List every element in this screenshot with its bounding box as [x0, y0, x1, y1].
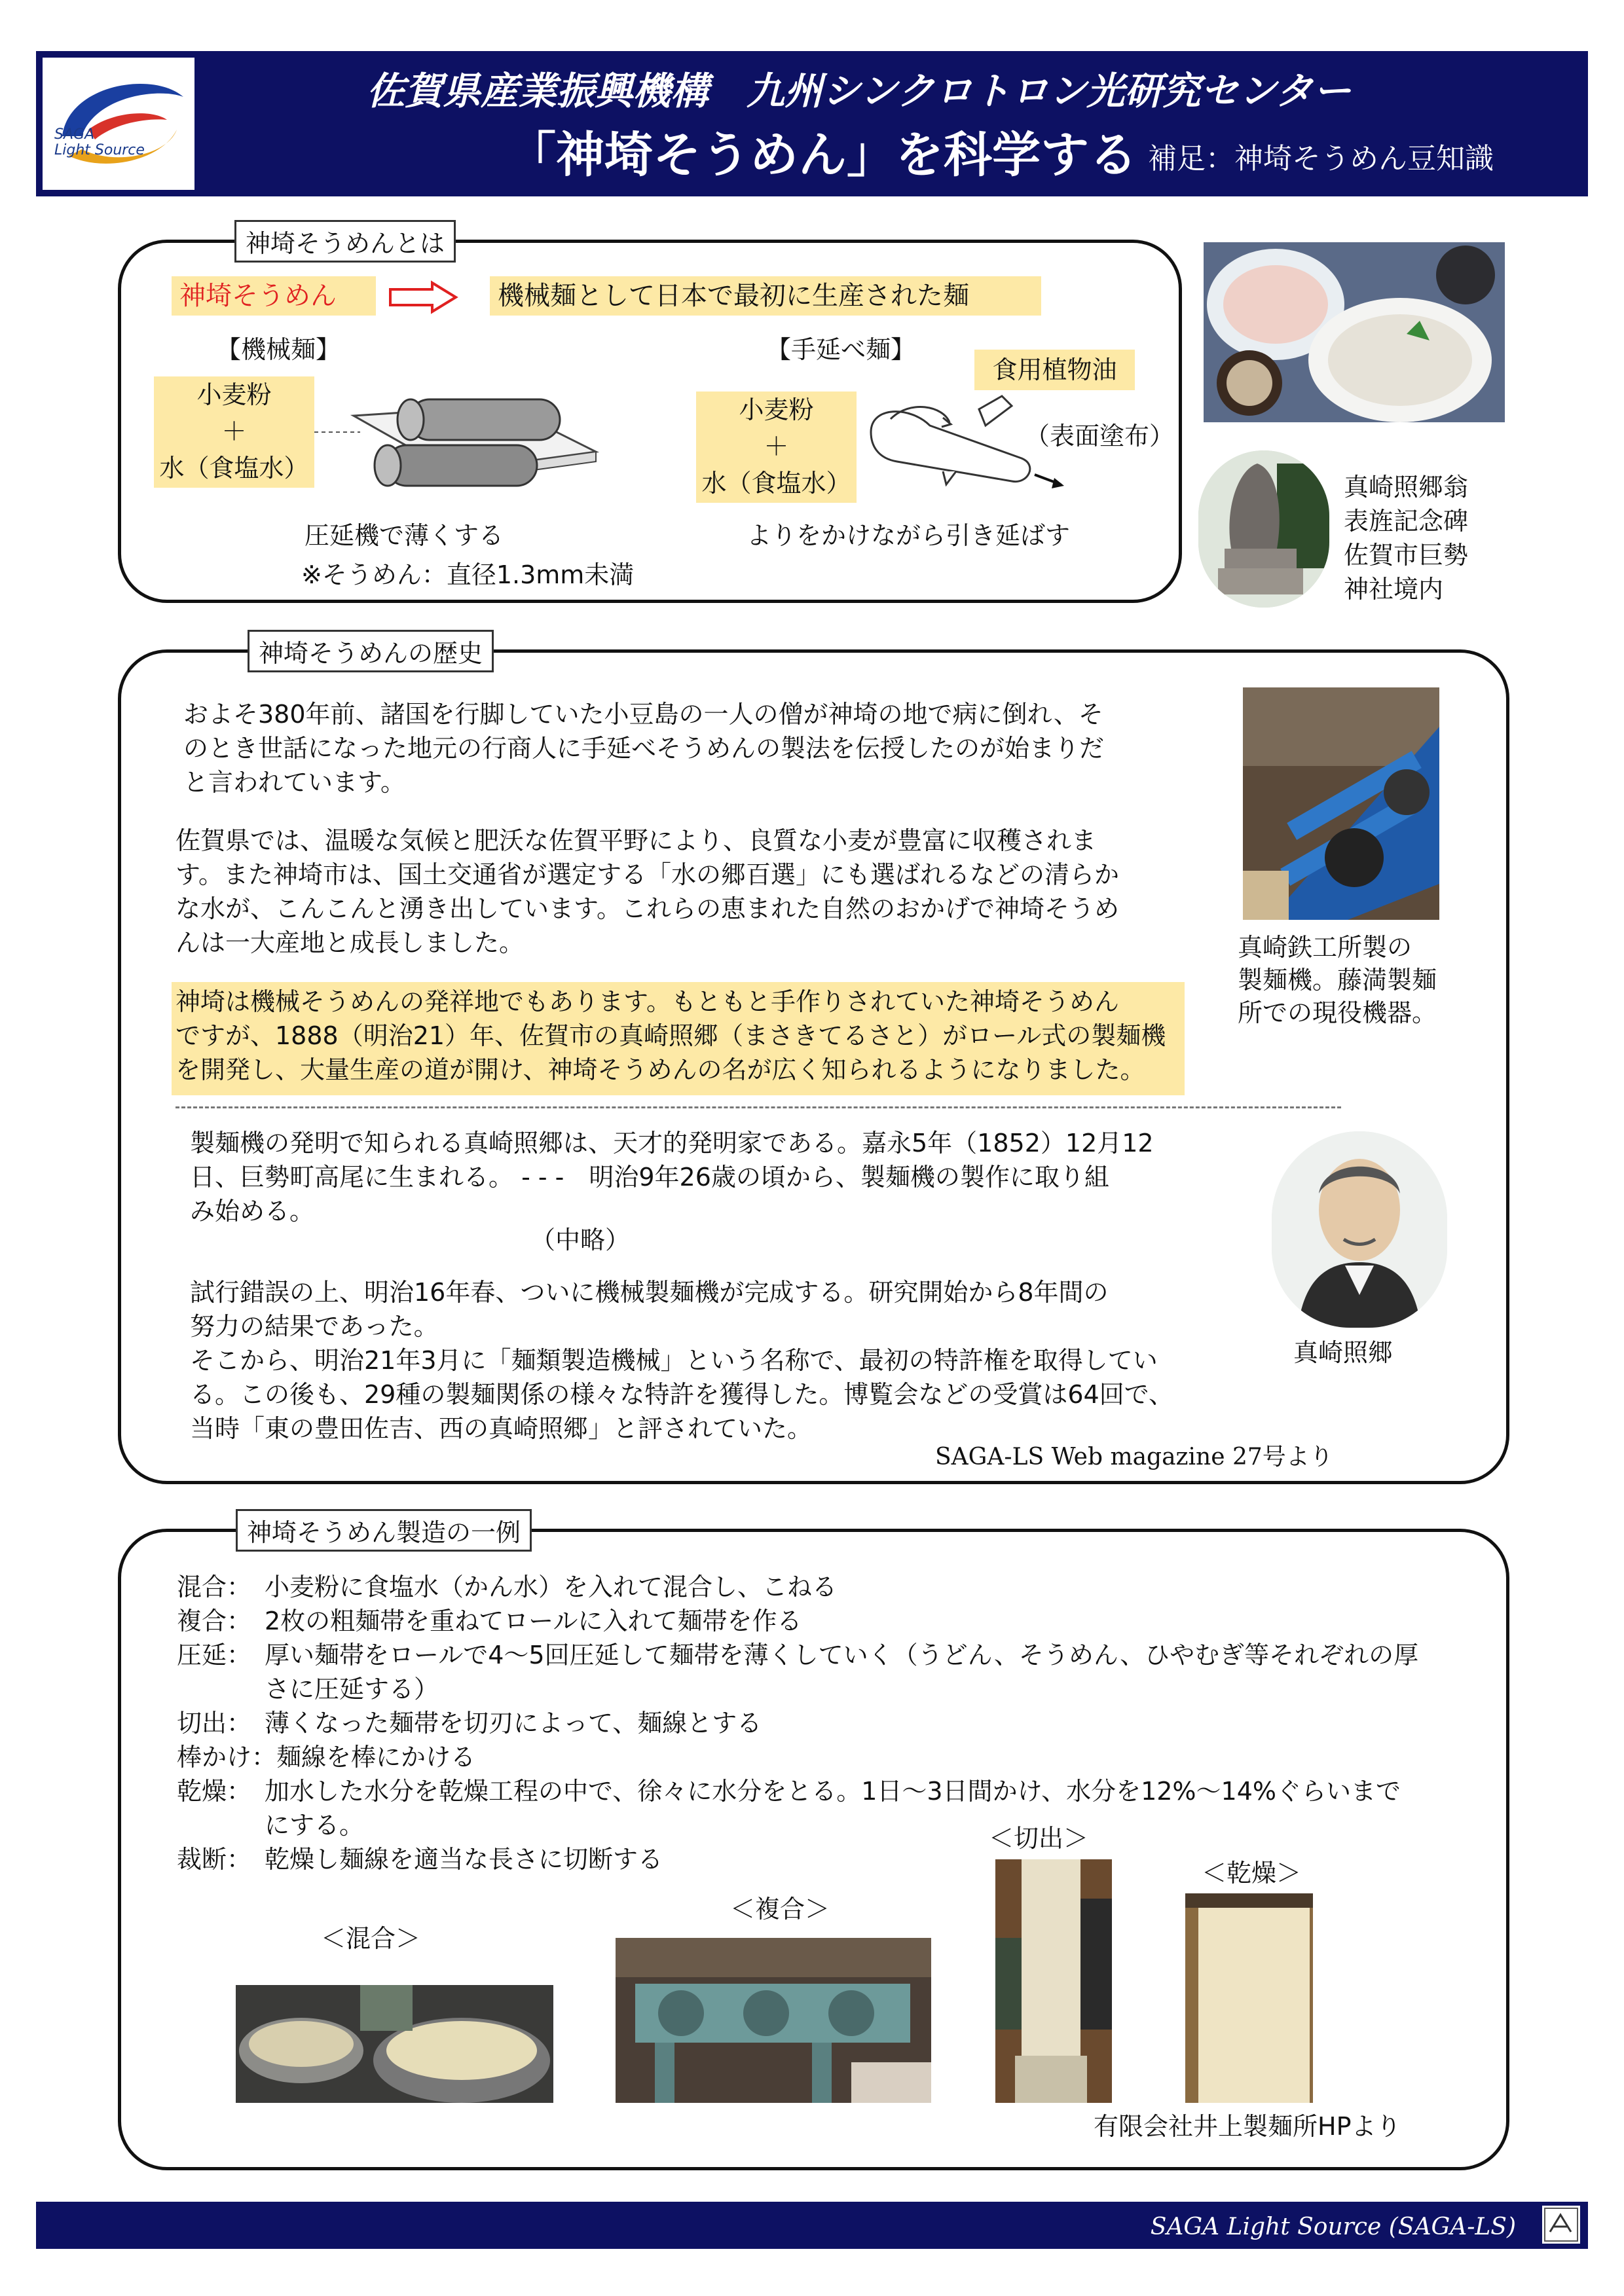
step-text-cut: 薄くなった麺帯を切刃によって、麺線とする	[265, 1709, 762, 1738]
step-text-hang: 麺線を棒にかける	[276, 1743, 476, 1772]
step-text-mix: 小麦粉に食塩水（かん水）を入れて混合し、こねる	[265, 1573, 838, 1601]
photo-label-combine: ＜複合＞	[730, 1895, 830, 1923]
mixing-photo	[236, 1985, 553, 2103]
history-p3-line: 神埼は機械そうめんの発祥地でもあります。もともと手作りされていた神埼そうめん	[175, 987, 1119, 1016]
quote-line: る。この後も、29種の製麺関係の様々な特許を獲得した。博覧会などの受賞は64回で、	[190, 1380, 1173, 1409]
photo-label-dry: ＜乾燥＞	[1202, 1859, 1302, 1887]
manufacturer-source: 有限会社井上製麺所HPより	[1094, 2112, 1401, 2141]
step-text-dry-cont: にする。	[265, 1811, 365, 1840]
step-label-roll: 圧延：	[177, 1641, 252, 1669]
step-text-roll: 厚い麺帯をロールで4～5回圧延して麺帯を薄くしていく（うどん、そうめん、ひやむぎ等それぞれの厚	[265, 1641, 1419, 1669]
process-step	[177, 1706, 1418, 1740]
surface-coating-note: （表面塗布）	[1025, 422, 1175, 450]
history-p2-line: な水が、こんこんと湧き出しています。これらの恵まれた自然のおかげで神埼そうめ	[175, 894, 1119, 923]
history-p1-line: のとき世話になった地元の行商人に手延べそうめんの製法を伝授したのが始まりだ	[183, 734, 1105, 763]
process-step	[177, 1570, 1418, 1604]
mixing-image	[236, 1985, 553, 2103]
footer-banner	[36, 2202, 1588, 2249]
roller-press-illustration	[308, 380, 655, 511]
step-label-combine: 複合：	[177, 1607, 252, 1635]
footer-text: SAGA Light Source (SAGA-LS)	[1150, 2214, 1516, 2240]
monument-image	[1198, 450, 1329, 608]
somen-tag: 神埼そうめん	[172, 276, 376, 316]
inventor-quote-1	[190, 1126, 1154, 1228]
noodle-machine-caption: 真崎鉄工所製の 製麺機。藤満製麺 所での現役機器。	[1238, 933, 1437, 1027]
process-steps-list	[177, 1570, 1418, 1876]
process-step	[177, 1604, 1418, 1638]
step-text-trim: 乾燥し麺線を適当な長さに切断する	[265, 1845, 663, 1874]
history-paragraph-1	[183, 697, 1104, 799]
quote-line: 当時「東の豊田佐吉、西の真崎照郷」と評されていた。	[190, 1414, 813, 1443]
section-divider	[175, 1106, 1341, 1108]
step-text-combine: 2枚の粗麺帯を重ねてロールに入れて麺帯を作る	[265, 1607, 802, 1635]
somen-tag-description: 機械麺として日本で最初に生産された麺	[490, 276, 1041, 316]
hand-caption: よりをかけながら引き延ばす	[747, 521, 1071, 550]
quote-line: 製麺機の発明で知られる真崎照郷は、天才的発明家である。嘉永5年（1852）12月12	[190, 1129, 1154, 1157]
history-p2-line: 佐賀県では、温暖な気候と肥沃な佐賀平野により、良質な小麦が豊富に収穫されま	[175, 826, 1097, 855]
drying-image	[1185, 1893, 1313, 2103]
section-about-legend: 神埼そうめんとは	[234, 220, 456, 263]
page-subtitle: 補足：神埼そうめん豆知識	[1148, 142, 1494, 175]
hand-noodle-label: 【手延べ麺】	[766, 335, 916, 364]
step-text-dry: 加水した水分を乾燥工程の中で、徐々に水分をとる。1日～3日間かけ、水分を12%～14%ぐらいまで	[265, 1777, 1401, 1806]
history-p3-line: を開発し、大量生産の道が開け、神埼そうめんの名が広く知られるようになりました。	[175, 1055, 1145, 1084]
section-process-legend: 神埼そうめん製造の一例	[236, 1509, 532, 1552]
sls-mark-icon	[1542, 2206, 1580, 2244]
machine-ingredients: 小麦粉 ＋ 水（食塩水）	[154, 376, 314, 488]
quote-line: 試行錯誤の上、明治16年春、ついに機械製麺機が完成する。研究開始から8年間の	[190, 1278, 1109, 1307]
machine-caption: 圧延機で薄くする	[304, 521, 504, 550]
footer-logo-icon	[1542, 2206, 1580, 2244]
omitted-marker: （中略）	[530, 1226, 631, 1254]
cutting-photo	[995, 1859, 1112, 2103]
header-banner	[36, 51, 1588, 196]
page-title: 「神埼そうめん」を科学する	[507, 127, 1137, 183]
combining-photo	[616, 1938, 931, 2103]
photo-label-mix: ＜混合＞	[321, 1924, 421, 1953]
machine-noodle-label: 【機械麺】	[216, 335, 341, 364]
hand-ingredients: 小麦粉 ＋ 水（食塩水）	[696, 392, 857, 503]
logo-text: SAGA Light Source	[54, 126, 145, 158]
noodle-machine-image	[1243, 687, 1439, 920]
step-label-mix: 混合：	[177, 1573, 252, 1601]
machine-note: ※そうめん：直径1.3mm未満	[301, 560, 635, 589]
cutting-image	[995, 1859, 1112, 2103]
quote-line: 努力の結果であった。	[190, 1312, 439, 1341]
quote-line: み始める。	[190, 1197, 315, 1226]
process-step	[177, 1672, 1418, 1706]
history-p3-line: ですが、1888（明治21）年、佐賀市の真崎照郷（まさきてるさと）がロール式の製麺機	[175, 1021, 1166, 1050]
somen-dish-photo	[1204, 242, 1505, 422]
process-step	[177, 1774, 1418, 1808]
organization-title: 佐賀県産業振興機構 九州シンクロトロン光研究センター	[367, 69, 1352, 113]
right-arrow-icon	[388, 280, 460, 314]
web-magazine-source: SAGA-LS Web magazine 27号より	[935, 1444, 1333, 1470]
inventor-quote-2	[190, 1275, 1173, 1446]
swoosh-icon	[43, 58, 194, 190]
quote-line: 日、巨勢町高尾に生まれる。 - - - 明治9年26歳の頃から、製麺機の製作に取り組	[190, 1163, 1109, 1192]
process-step	[177, 1808, 1418, 1842]
vegetable-oil-label: 食用植物油	[974, 350, 1135, 390]
process-step	[177, 1638, 1418, 1672]
saga-ls-logo	[43, 58, 194, 190]
monument-caption: 真崎照郷翁 表旌記念碑 佐賀市巨勢 神社境内	[1344, 473, 1469, 604]
photo-label-cut: ＜切出＞	[989, 1824, 1089, 1853]
history-paragraph-2	[175, 824, 1119, 960]
monument-photo	[1198, 450, 1329, 608]
quote-line: そこから、明治21年3月に「麺類製造機械」という名称で、最初の特許権を取得してい	[190, 1346, 1158, 1375]
step-label-hang: 棒かけ：	[177, 1743, 277, 1772]
step-label-cut: 切出：	[177, 1709, 252, 1738]
step-label-dry: 乾燥：	[177, 1777, 252, 1806]
step-text-roll-cont: さに圧延する）	[265, 1675, 439, 1704]
history-p1-line: およそ380年前、諸国を行脚していた小豆島の一人の僧が神埼の地で病に倒れ、そ	[183, 700, 1103, 729]
inventor-portrait	[1272, 1131, 1447, 1328]
portrait-caption: 真崎照郷	[1293, 1338, 1393, 1367]
section-history-legend: 神埼そうめんの歴史	[248, 630, 494, 672]
portrait-image	[1272, 1131, 1447, 1328]
history-p2-line: んは一大産地と成長しました。	[175, 928, 525, 957]
history-p1-line: と言われています。	[183, 768, 405, 797]
somen-dish-image	[1204, 242, 1505, 422]
combining-image	[616, 1938, 931, 2103]
history-p2-line: す。また神埼市は、国土交通省が選定する「水の郷百選」にも選ばれるなどの清らか	[175, 860, 1119, 889]
drying-photo	[1185, 1893, 1313, 2103]
process-step	[177, 1740, 1418, 1774]
noodle-machine-photo	[1243, 687, 1439, 920]
history-paragraph-3-highlight	[172, 982, 1185, 1095]
step-label-trim: 裁断：	[177, 1845, 252, 1874]
